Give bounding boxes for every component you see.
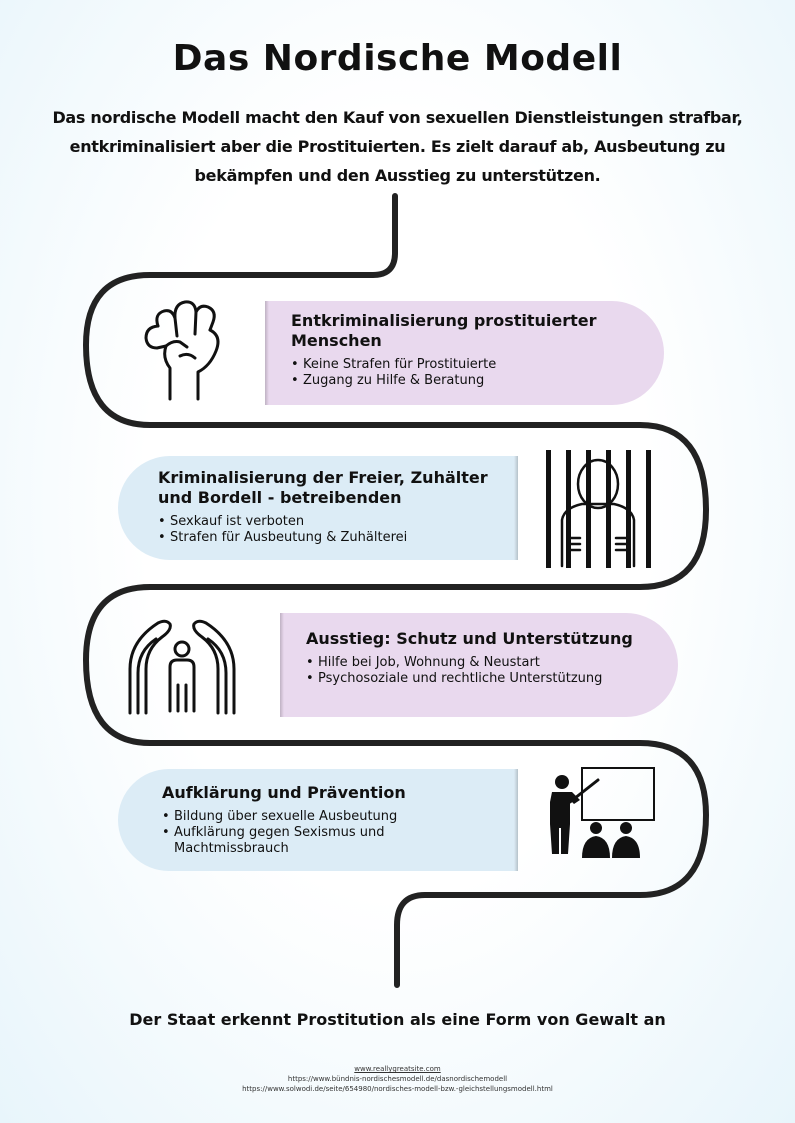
- section-card-decriminalization: [265, 301, 664, 405]
- teacher-classroom-icon: [544, 766, 658, 860]
- section-bullet: • Bildung über sexuelle Ausbeutung: [162, 809, 498, 825]
- source-link[interactable]: https://www.solwodi.de/seite/654980/nordisches-modell-bzw.-gleichstellungsmodell.html: [242, 1085, 553, 1093]
- source-link[interactable]: https://www.bündnis-nordischesmodell.de/dasnordischemodell: [287, 1075, 508, 1083]
- protecting-hands-person-icon: [124, 611, 240, 715]
- section-card-education: [118, 769, 518, 871]
- raised-fist-icon: [140, 296, 224, 402]
- section-bullet: • Aufklärung gegen Sexismus und Machtmissbrauch: [162, 825, 498, 857]
- section-bullet: • Zugang zu Hilfe & Beratung: [291, 373, 644, 389]
- section-card-exit-support: [280, 613, 678, 717]
- section-bullet: • Psychosoziale und rechtliche Unterstützung: [306, 671, 658, 687]
- section-heading: Entkriminalisierung prostituierter Menschen: [291, 311, 597, 350]
- footer-statement: Der Staat erkennt Prostitution als eine Form von Gewalt an: [129, 1010, 666, 1029]
- source-links: [0, 1064, 795, 1094]
- section-heading: Aufklärung und Prävention: [162, 783, 406, 802]
- page-title: Das Nordische Modell: [172, 38, 623, 79]
- intro-text: Das nordische Modell macht den Kauf von sexuellen Dienstleistungen strafbar, entkriminalisiert aber die Prostituierten. Es zielt darauf ab, Ausbeutung zu bekämpfen und den Ausstieg zu unterstützen.: [52, 108, 743, 185]
- section-bullet: • Sexkauf ist verboten: [158, 514, 498, 530]
- source-link[interactable]: www.reallygreatsite.com: [354, 1065, 441, 1073]
- section-heading: Kriminalisierung der Freier, Zuhälter und Bordell - betreibenden: [158, 468, 488, 507]
- section-card-criminalization: [118, 456, 518, 560]
- section-bullet: • Strafen für Ausbeutung & Zuhälterei: [158, 530, 498, 546]
- section-bullet: • Keine Strafen für Prostituierte: [291, 357, 644, 373]
- section-bullet: • Hilfe bei Job, Wohnung & Neustart: [306, 655, 658, 671]
- section-heading: Ausstieg: Schutz und Unterstützung: [306, 629, 633, 648]
- prisoner-behind-bars-icon: [542, 450, 654, 568]
